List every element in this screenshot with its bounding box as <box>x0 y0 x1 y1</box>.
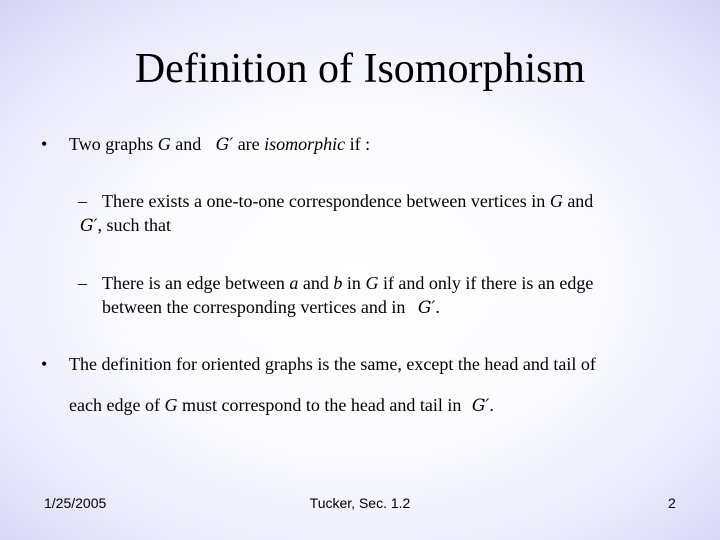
bullet-2-line-1: The definition for oriented graphs is the same, except the head and tail of <box>69 354 596 374</box>
bullet-1-text <box>69 133 370 156</box>
text-run: if : <box>345 134 371 154</box>
symbol-g: G <box>164 395 178 415</box>
symbol-b: b <box>333 273 343 293</box>
slide-title: Definition of Isomorphism <box>134 46 586 92</box>
text-run: and <box>298 273 334 293</box>
text-run: must correspond to the head and tail in <box>177 395 466 415</box>
text-run: . <box>435 297 440 317</box>
bullet-marker: • <box>41 354 48 374</box>
term-isomorphic: isomorphic <box>264 134 346 154</box>
text-run: if and only if there is an edge <box>378 273 594 293</box>
text-run: . <box>489 395 494 415</box>
bullet-2-line-2 <box>69 394 494 417</box>
bullet-marker: • <box>41 134 48 154</box>
text-run: There exists a one-to-one correspondence between vertices in <box>102 191 550 211</box>
symbol-g-prime: G′ <box>417 298 436 318</box>
text-run: each edge of <box>69 395 165 415</box>
dash-marker: – <box>78 273 87 293</box>
symbol-a: a <box>289 273 299 293</box>
text-run: and <box>562 191 594 211</box>
text-run: There is an edge between <box>102 273 290 293</box>
sub-bullet-1-line-1 <box>102 190 593 212</box>
sub-bullet-1-line-2 <box>80 214 171 237</box>
footer-source: Tucker, Sec. 1.2 <box>309 495 411 511</box>
page-number: 2 <box>668 495 676 511</box>
symbol-g: G <box>549 191 563 211</box>
symbol-g-prime: G′ <box>215 135 234 155</box>
sub-bullet-2-line-1 <box>102 272 593 294</box>
text-run: Two graphs <box>69 134 158 154</box>
text-run: , such that <box>97 215 171 235</box>
text-run: are <box>233 134 265 154</box>
sub-bullet-2-line-2 <box>102 296 440 319</box>
symbol-g: G <box>157 134 171 154</box>
symbol-g: G <box>365 273 379 293</box>
text-run: in <box>342 273 366 293</box>
text-run: and <box>170 134 206 154</box>
text-run: between the corresponding vertices and in <box>102 297 410 317</box>
symbol-g-prime: G′ <box>471 396 490 416</box>
footer-date: 1/25/2005 <box>44 495 107 511</box>
dash-marker: – <box>78 191 87 211</box>
symbol-g-prime: G′ <box>80 216 98 236</box>
